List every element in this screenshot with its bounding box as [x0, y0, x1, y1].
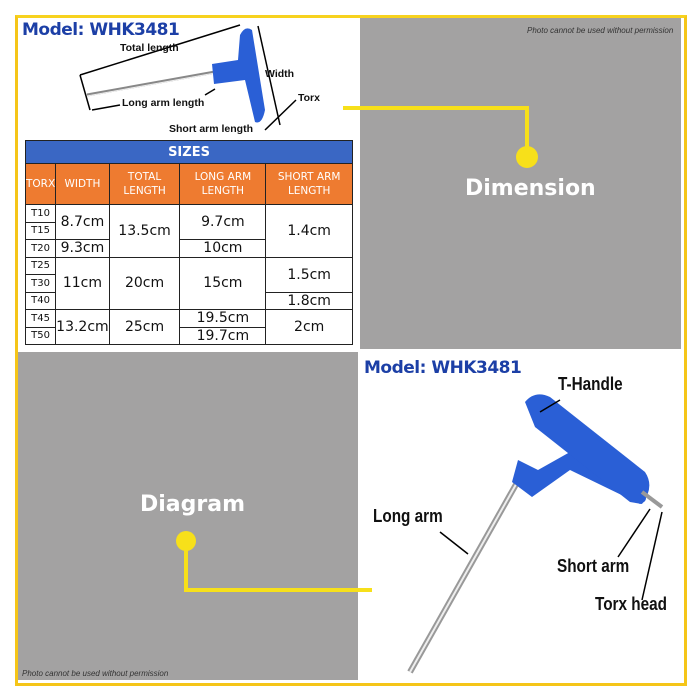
long-arm-label: Long arm — [373, 506, 443, 526]
short-arm-label: Short arm — [557, 556, 630, 576]
total-cell: 25cm — [109, 310, 180, 345]
permission-notice: Photo cannot be used without permission — [527, 26, 674, 35]
torx-cell: T15 — [26, 222, 56, 240]
torx-cell: T10 — [26, 205, 56, 223]
width-cell: 11cm — [56, 257, 110, 310]
width-cell: 8.7cm — [56, 205, 110, 240]
short-arm-cell: 2cm — [266, 310, 353, 345]
col-header: LONG ARM LENGTH — [180, 164, 266, 205]
torx-cell: T45 — [26, 310, 56, 328]
long-arm-cell: 19.5cm — [180, 310, 266, 328]
long-arm-cell: 15cm — [180, 257, 266, 310]
short-arm-cell: 1.5cm — [266, 257, 353, 292]
table-title: SIZES — [26, 141, 353, 164]
torx-cell: T20 — [26, 240, 56, 258]
short-arm-length-label: Short arm length — [169, 123, 254, 135]
long-arm-cell: 9.7cm — [180, 205, 266, 240]
width-label: Width — [265, 68, 295, 80]
dimension-title: Dimension — [465, 176, 596, 201]
short-arm-cell: 1.4cm — [266, 205, 353, 258]
short-arm-cell: 1.8cm — [266, 292, 353, 310]
long-arm-cell: 19.7cm — [180, 327, 266, 345]
t-handle-label: T-Handle — [558, 374, 623, 394]
width-cell: 9.3cm — [56, 240, 110, 258]
model-label: Model: WHK3481 — [364, 358, 522, 378]
long-arm-cell: 10cm — [180, 240, 266, 258]
col-header: TORX — [26, 164, 56, 205]
torx-cell: T25 — [26, 257, 56, 275]
permission-notice: Photo cannot be used without permission — [22, 669, 169, 678]
total-length-label: Total length — [120, 42, 179, 54]
col-header: TOTAL LENGTH — [109, 164, 180, 205]
torx-cell: T30 — [26, 275, 56, 293]
col-header: WIDTH — [56, 164, 110, 205]
long-arm-length-label: Long arm length — [122, 97, 205, 109]
col-header: SHORT ARM LENGTH — [266, 164, 353, 205]
torx-head-label: Torx head — [595, 594, 667, 614]
torx-cell: T40 — [26, 292, 56, 310]
total-cell: 20cm — [109, 257, 180, 310]
model-label: Model: WHK3481 — [22, 20, 180, 40]
torx-cell: T50 — [26, 327, 56, 345]
diagram-title: Diagram — [140, 492, 246, 517]
width-cell: 13.2cm — [56, 310, 110, 345]
total-cell: 13.5cm — [109, 205, 180, 258]
torx-label: Torx — [298, 92, 320, 104]
